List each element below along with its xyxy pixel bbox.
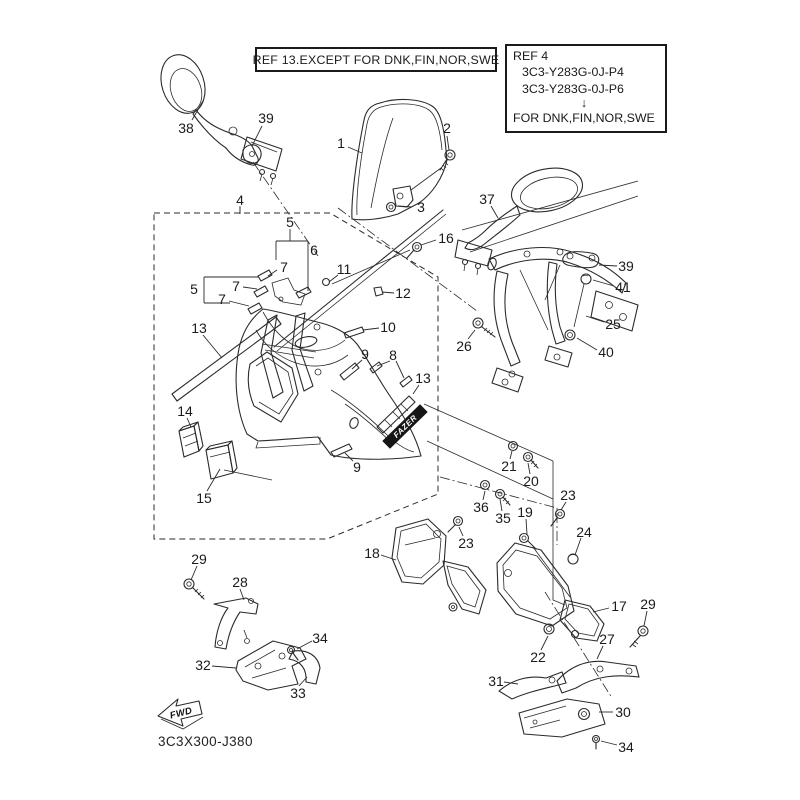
- part-label-34: 34: [618, 739, 634, 755]
- leader-line-34: [601, 741, 617, 745]
- part-label-11: 11: [336, 261, 352, 277]
- leader-line-22: [541, 636, 548, 650]
- part-label-4: 4: [236, 192, 244, 208]
- part-label-22: 22: [530, 649, 546, 665]
- leader-line-24: [575, 538, 581, 555]
- part-label-29: 29: [191, 551, 207, 567]
- leader-line-17: [593, 608, 609, 612]
- part-stay-31: [499, 672, 566, 699]
- part-label-38: 38: [178, 120, 194, 136]
- part-label-13: 13: [191, 320, 207, 336]
- part-label-5: 5: [286, 214, 294, 230]
- part-label-23: 23: [458, 535, 474, 551]
- leader-line-27: [597, 646, 603, 659]
- leader-line-13: [203, 335, 222, 358]
- part-label-17: 17: [611, 598, 627, 614]
- leader-line-8: [396, 361, 404, 378]
- leader-line-29: [644, 611, 647, 626]
- part-screen-bolt-2: [411, 150, 455, 190]
- part-stay-27: [557, 661, 639, 693]
- part-label-20: 20: [523, 473, 539, 489]
- part-label-3: 3: [417, 199, 425, 215]
- part-label-32: 32: [195, 657, 211, 673]
- part-plate-30: [519, 699, 605, 737]
- ref-note-box-left: [252, 47, 500, 72]
- leader-line-7: [243, 287, 257, 289]
- part-washer-36: [481, 481, 490, 490]
- part-label-40: 40: [598, 344, 614, 360]
- part-trim-13-left: [172, 317, 281, 401]
- part-strip-9-lower: [331, 444, 352, 457]
- down-arrow-icon: ↓: [580, 96, 588, 111]
- leader-line-23: [561, 502, 566, 510]
- part-label-35: 35: [495, 510, 511, 526]
- part-label-29: 29: [640, 596, 656, 612]
- leader-line-15: [207, 469, 220, 491]
- leader-line-29: [191, 566, 197, 580]
- part-washer-21: [509, 442, 518, 451]
- part-unit-15: [206, 441, 272, 480]
- part-panel-17: [497, 543, 604, 641]
- part-label-25: 25: [605, 316, 621, 332]
- part-bolt-29-left: [184, 579, 204, 599]
- part-label-7: 7: [232, 278, 240, 294]
- part-label-34: 34: [312, 630, 328, 646]
- ref-note-box-right: [505, 44, 667, 133]
- fwd-arrow: [158, 699, 203, 729]
- part-bracket-28: [214, 598, 258, 649]
- part-label-37: 37: [479, 191, 495, 207]
- part-label-9: 9: [353, 459, 361, 475]
- part-windscreen: [352, 99, 447, 219]
- part-label-16: 16: [438, 230, 454, 246]
- part-bolt-19: [520, 534, 571, 598]
- part-label-30: 30: [615, 704, 631, 720]
- fwd-label: FWD: [168, 705, 194, 722]
- leader-line-34: [297, 641, 312, 649]
- leader-line-9: [345, 453, 353, 461]
- leader-line-2: [447, 136, 449, 150]
- part-label-23: 23: [560, 487, 576, 503]
- leader-line-18: [381, 555, 396, 560]
- leader-line-19: [526, 519, 527, 534]
- part-label-27: 27: [599, 631, 615, 647]
- part-label-7: 7: [218, 291, 226, 307]
- part-stay-nut-40: [565, 330, 575, 340]
- leader-line-12: [382, 292, 394, 293]
- leader-line-39: [599, 265, 617, 266]
- part-damper-41: [574, 274, 591, 327]
- part-screen-nut-3: [387, 203, 396, 212]
- part-bolt-29-right: [630, 626, 648, 647]
- part-bracket-32: [236, 630, 306, 690]
- part-stay-bolt-26: [473, 318, 495, 337]
- part-label-24: 24: [576, 524, 592, 540]
- leader-line-13: [413, 385, 419, 394]
- part-screw-34-right: [593, 736, 600, 750]
- part-screw-20: [524, 453, 539, 469]
- part-label-21: 21: [501, 458, 517, 474]
- part-label-1: 1: [337, 135, 345, 151]
- part-label-39: 39: [258, 110, 274, 126]
- part-label-2: 2: [443, 120, 451, 136]
- leader-line-10: [363, 328, 379, 330]
- leader-line-7: [229, 301, 249, 306]
- ref-right-code-1: 3C3-Y283G-0J-P4: [522, 65, 624, 80]
- drawing-number: 3C3X300-J380: [158, 734, 253, 749]
- part-label-41: 41: [615, 279, 631, 295]
- part-mirror-holder-left: [243, 145, 261, 164]
- part-label-28: 28: [232, 574, 248, 590]
- part-emblem-group: [377, 396, 565, 605]
- part-mirror-right: [455, 162, 587, 275]
- part-strip-10: [344, 327, 364, 338]
- part-label-39: 39: [618, 258, 634, 274]
- ref-note-left-text: REF 13.EXCEPT FOR DNK,FIN,NOR,SWE: [252, 52, 500, 67]
- ref-right-code-2: 3C3-Y283G-0J-P6: [522, 81, 624, 96]
- part-label-12: 12: [395, 285, 411, 301]
- part-label-10: 10: [380, 319, 396, 335]
- part-label-33: 33: [290, 685, 306, 701]
- ref-right-title: REF 4: [513, 49, 549, 63]
- part-clip-12: [374, 287, 383, 296]
- part-label-5: 5: [190, 281, 198, 297]
- part-screw-35: [496, 490, 511, 506]
- leader-line-37: [491, 206, 498, 218]
- part-label-13: 13: [415, 370, 431, 386]
- leader-line-16: [421, 240, 436, 245]
- leader-line-25: [586, 316, 604, 322]
- part-label-31: 31: [488, 673, 504, 689]
- part-label-18: 18: [364, 545, 380, 561]
- part-damper-6: [296, 287, 311, 298]
- part-panel-18: [392, 519, 486, 614]
- part-label-19: 19: [517, 504, 533, 520]
- part-label-36: 36: [473, 499, 489, 515]
- leader-line-40: [577, 338, 597, 350]
- part-number-labels: [177, 101, 656, 755]
- leader-line-32: [212, 666, 236, 668]
- leader-line-41: [593, 280, 614, 286]
- part-label-14: 14: [177, 403, 193, 419]
- part-nut-24: [568, 554, 578, 564]
- emblem-text: FAZER: [391, 412, 419, 440]
- leader-line-39: [252, 126, 262, 146]
- part-label-7: 7: [280, 259, 288, 275]
- part-unit-14: [179, 422, 203, 457]
- part-label-6: 6: [310, 242, 318, 258]
- ref-right-note: FOR DNK,FIN,NOR,SWE: [513, 111, 655, 126]
- part-label-15: 15: [196, 490, 212, 506]
- part-label-26: 26: [456, 338, 472, 354]
- part-label-9: 9: [361, 346, 369, 362]
- part-label-8: 8: [389, 347, 397, 363]
- leader-line-1: [348, 147, 362, 153]
